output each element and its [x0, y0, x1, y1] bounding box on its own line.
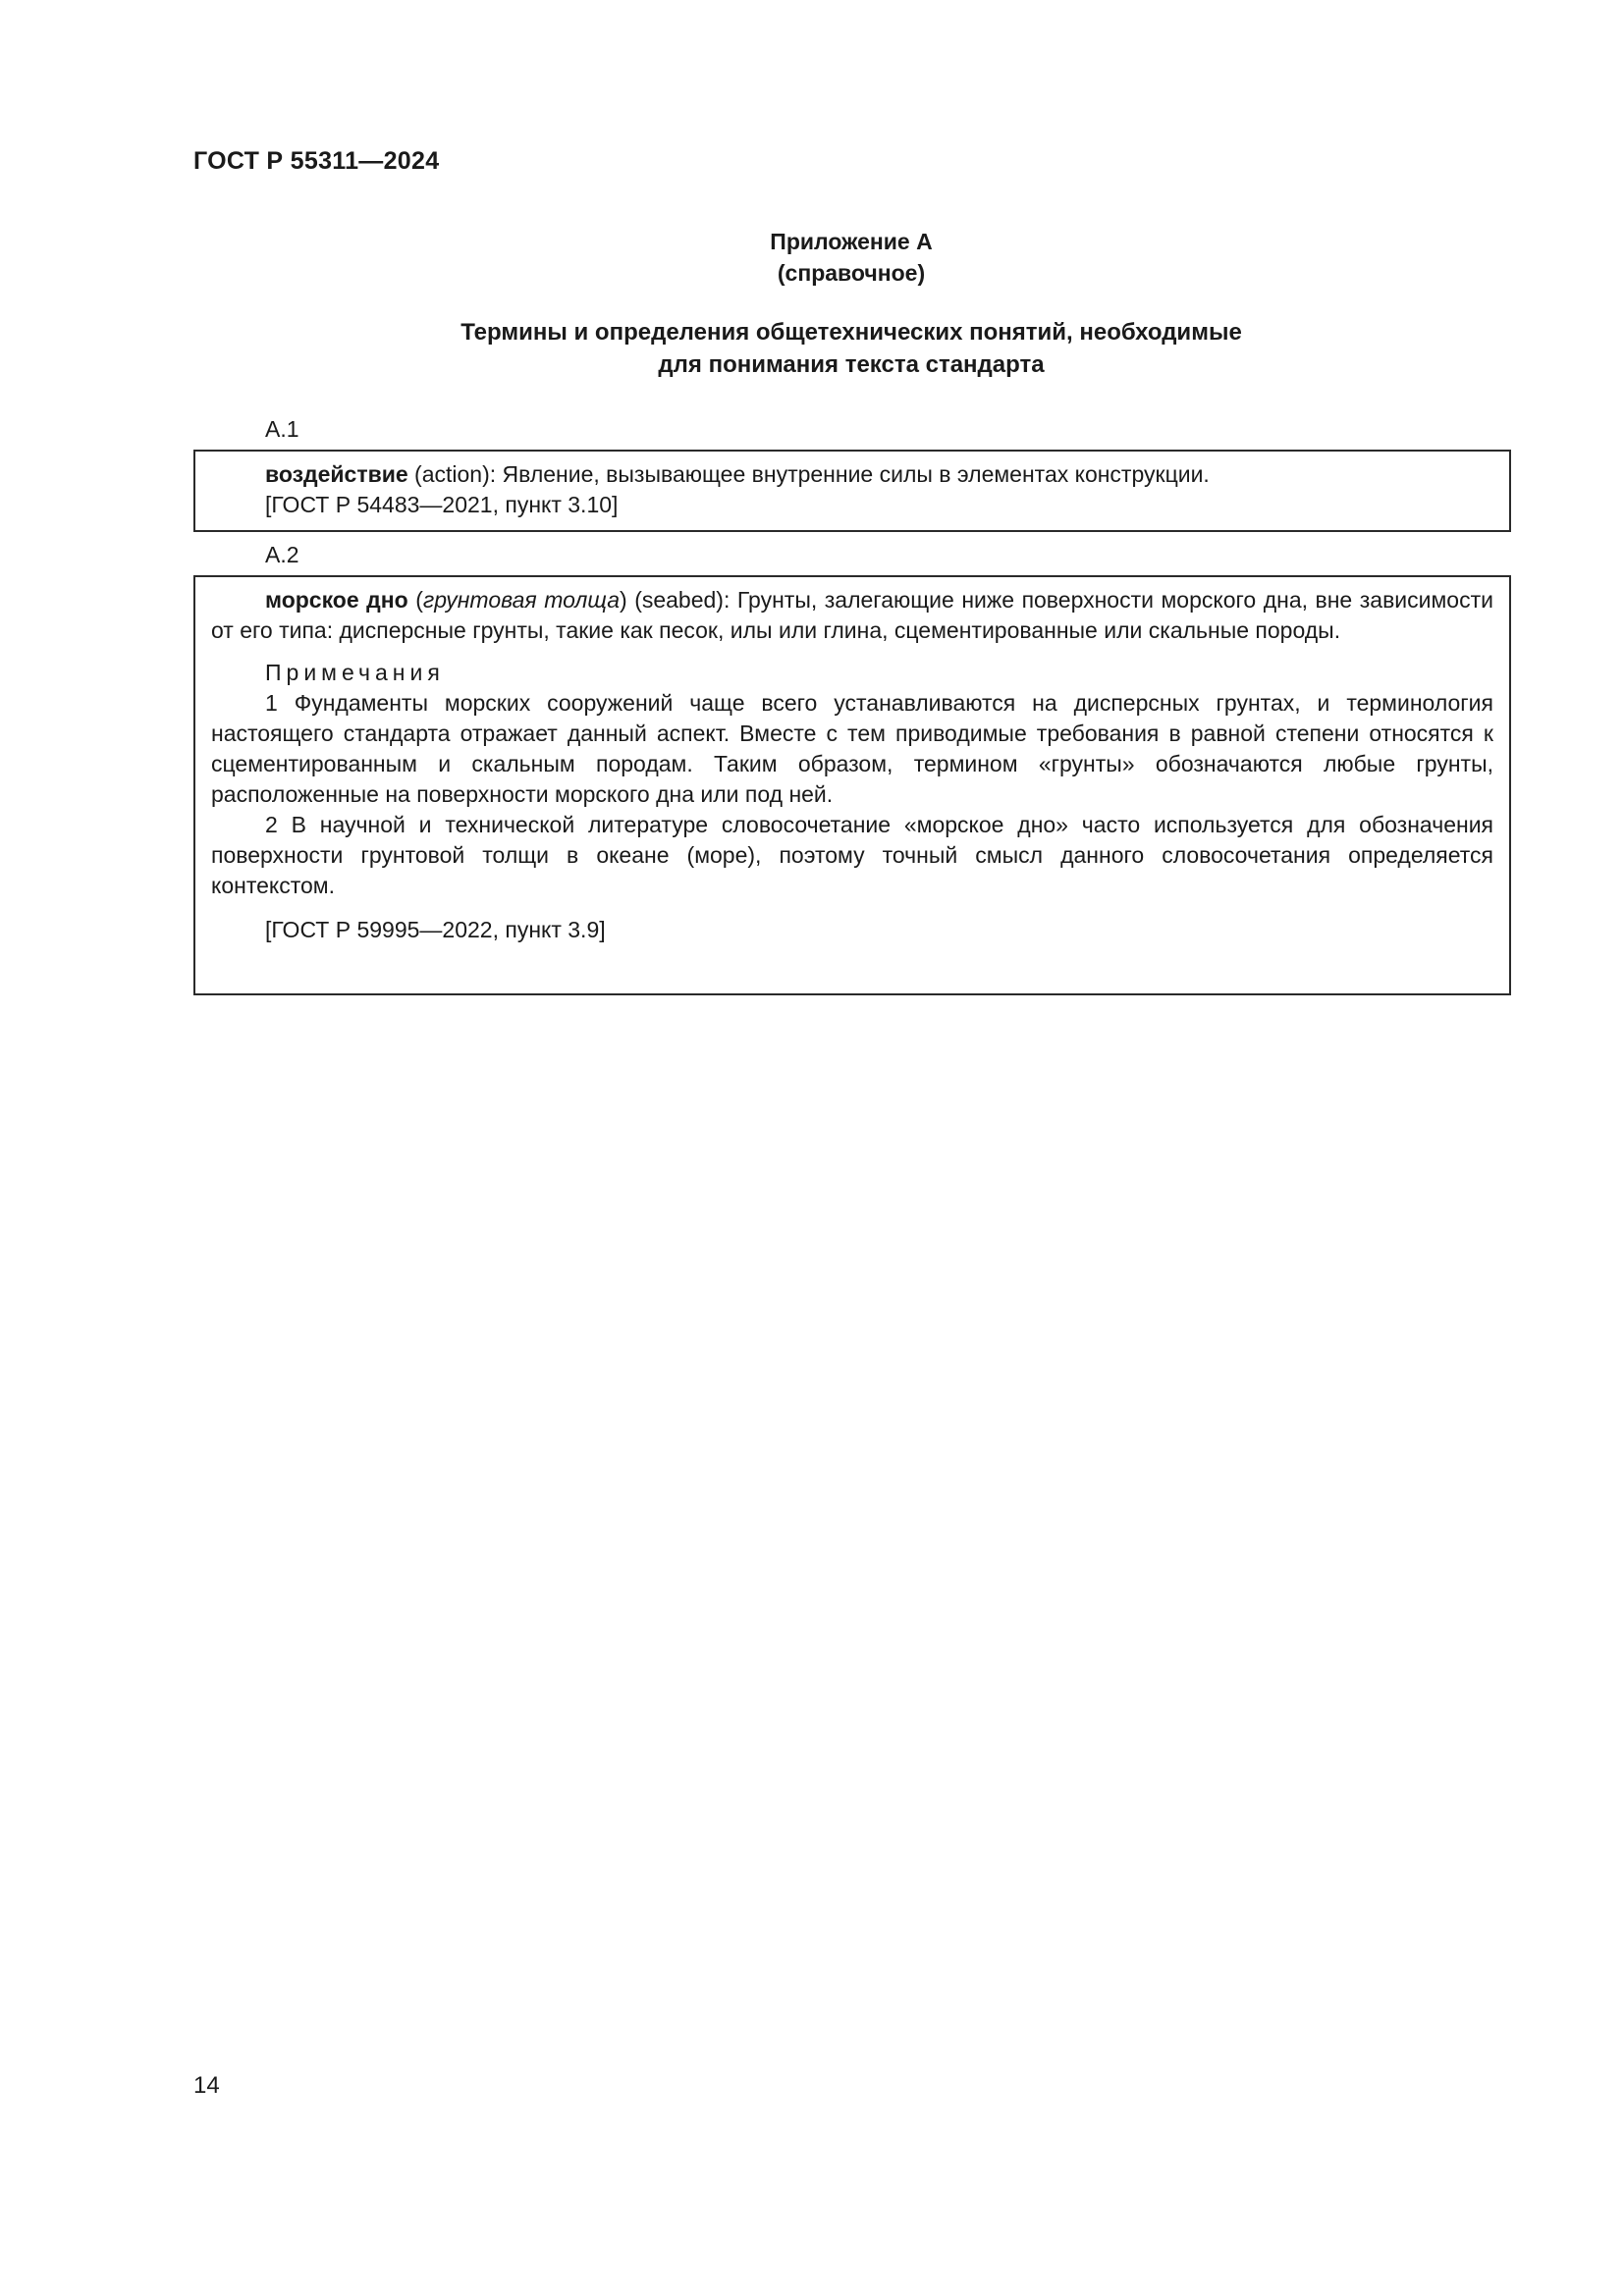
annex-title [0, 226, 1624, 289]
term-synonym: грунтовая толща [422, 587, 621, 613]
term-word: морское дно [265, 587, 408, 613]
term-definition-a2 [211, 585, 1493, 646]
section-heading-line-1: Термины и определения общетехнических понятий, необходимые [460, 319, 1242, 346]
document-code-header: ГОСТ Р 55311—2024 [193, 147, 440, 175]
annex-status: (справочное) [777, 260, 926, 286]
section-heading [0, 316, 1624, 381]
section-heading-line-2: для понимания текста стандарта [658, 351, 1045, 378]
term-source-a1: [ГОСТ Р 54483—2021, пункт 3.10] [265, 492, 619, 517]
note-2: 2 В научной и технической литературе словосочетание «морское дно» часто используется для обозначения поверхности грунтовой толщи в океане (море), поэтому точный смысл данного словосочетания определяется контекстом. [211, 812, 1493, 898]
term-number-a1: А.1 [265, 416, 299, 442]
term-definition-a1 [211, 459, 1493, 490]
term-definition-text: Грунты, залегающие ниже поверхности морского дна, вне зависимости от его типа: дисперсные грунты, такие как песок, илы или глина, сцементированные или скальные породы. [211, 587, 1493, 643]
term-source-a2: [ГОСТ Р 59995—2022, пункт 3.9] [265, 917, 606, 942]
note-1: 1 Фундаменты морских сооружений чаще всего устанавливаются на дисперсных грунтах, и терминология настоящего стандарта отражает данный аспект. Вместе с тем приводимые требования в равной степени относятся к сцементированным и скальным породам. Таким образом, термином «грунты» обозначаются любые грунты, расположенные на поверхности морского дна или под ней. [211, 690, 1493, 807]
annex-label: Приложение А [770, 229, 933, 254]
term-definition-text: Явление, вызывающее внутренние силы в элементах конструкции. [502, 461, 1210, 487]
term-english: ) (seabed): [620, 587, 737, 613]
term-entry-box-a2 [193, 575, 1511, 995]
page-number: 14 [193, 2072, 220, 2099]
notes-title: Примечания [265, 660, 445, 685]
term-open-paren: ( [407, 587, 423, 613]
term-entry-box-a1 [193, 450, 1511, 532]
term-word: воздействие [265, 461, 408, 487]
term-number-a2: А.2 [265, 542, 299, 567]
term-english: (action): [407, 461, 503, 487]
